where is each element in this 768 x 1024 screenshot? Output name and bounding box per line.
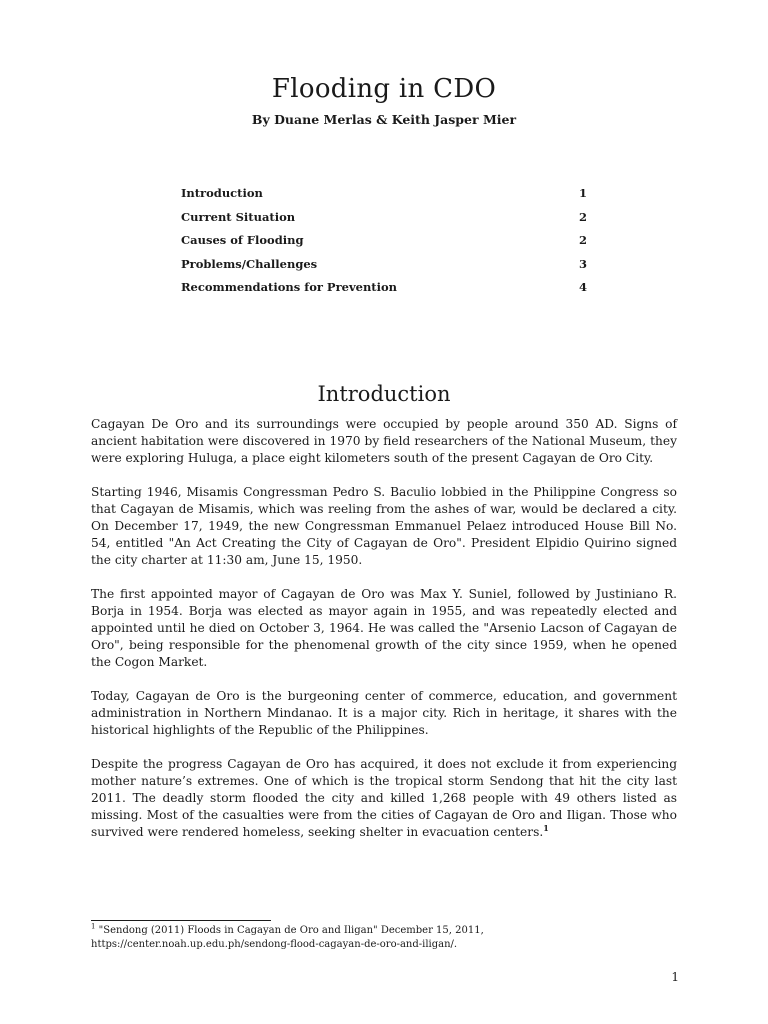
toc-entry-label: Causes of Flooding	[181, 233, 304, 248]
toc-entry-page: 4	[578, 280, 587, 295]
toc-entry-page: 3	[578, 256, 587, 271]
body-paragraph: The first appointed mayor of Cagayan de Oro was Max Y. Suniel, followed by Justiniano R. Borja in 1954. Borja was elected as mayor again in 1955, and was repeatedly elected and appointed until he died on October 3, 1964. He was called the "Arsenio Lacson of Cagayan de Oro", being responsible for the phenomenal growth of the city since 1959, when he opened the Cogon Market.	[91, 587, 677, 669]
body-paragraph-last	[91, 756, 677, 841]
section-heading-introduction: Introduction	[317, 382, 451, 406]
toc-entry-page: 2	[578, 233, 587, 248]
toc-entry-recommendations[interactable]	[181, 280, 587, 304]
footnote	[91, 924, 677, 952]
toc-entry-label: Problems/Challenges	[181, 256, 318, 271]
toc-entry-current-situation[interactable]	[181, 210, 587, 234]
document-title: Flooding in CDO	[271, 74, 497, 104]
footnote-citation: "Sendong (2011) Floods in Cagayan de Oro and Iligan" December 15, 2011,	[95, 925, 484, 936]
toc-entry-causes-of-flooding[interactable]	[181, 233, 587, 257]
toc-entry-page: 2	[578, 209, 587, 224]
introduction-body	[91, 416, 677, 858]
toc-entry-page: 1	[578, 186, 587, 200]
toc-entry-label: Recommendations for Prevention	[181, 280, 398, 295]
page-number: 1	[671, 970, 679, 984]
footnote-reference[interactable]: 1	[543, 822, 549, 833]
toc-entry-problems-challenges[interactable]	[181, 257, 587, 281]
footnote-divider	[91, 920, 271, 921]
toc-entry-label: Introduction	[181, 186, 263, 200]
footnote-line-1	[91, 924, 677, 938]
footnote-number: 1	[91, 922, 96, 931]
toc-entry-introduction[interactable]	[181, 186, 587, 210]
toc-entry-label: Current Situation	[181, 209, 296, 224]
table-of-contents	[181, 186, 587, 304]
body-paragraph: Cagayan De Oro and its surroundings were occupied by people around 350 AD. Signs of ancient habitation were discovered in 1970 by field researchers of the National Museum, they were exploring Huluga, a place eight kilometers south of the present Cagayan de Oro City.	[91, 417, 677, 465]
body-paragraph: Starting 1946, Misamis Congressman Pedro S. Baculio lobbied in the Philippine Congress so that Cagayan de Misamis, which was reeling from the ashes of war, would be declared a city. On December 17, 1949, the new Congressman Emmanuel Pelaez introduced House Bill No. 54, entitled "An Act Creating the City of Cagayan de Oro". President Elpidio Quirino signed the city charter at 11:30 am, June 15, 1950.	[91, 485, 677, 567]
footnote-url[interactable]: https://center.noah.up.edu.ph/sendong-flood-cagayan-de-oro-and-iligan/.	[91, 939, 458, 950]
body-paragraph: Today, Cagayan de Oro is the burgeoning center of commerce, education, and government administration in Northern Mindanao. It is a major city. Rich in heritage, it shares with the historical highlights of the Republic of the Philippines.	[91, 689, 677, 737]
document-authors: By Duane Merlas & Keith Jasper Mier	[251, 112, 517, 127]
body-paragraph-text: Despite the progress Cagayan de Oro has acquired, it does not exclude it from experiencing mother nature’s extremes. One of which is the tropical storm Sendong that hit the city last 2011. The deadly storm flooded the city and killed 1,268 people with 49 others listed as missing. Most of the casualties were from the cities of Cagayan de Oro and Iligan. Those who survived were rendered homeless, seeking shelter in evacuation centers.	[91, 757, 677, 839]
